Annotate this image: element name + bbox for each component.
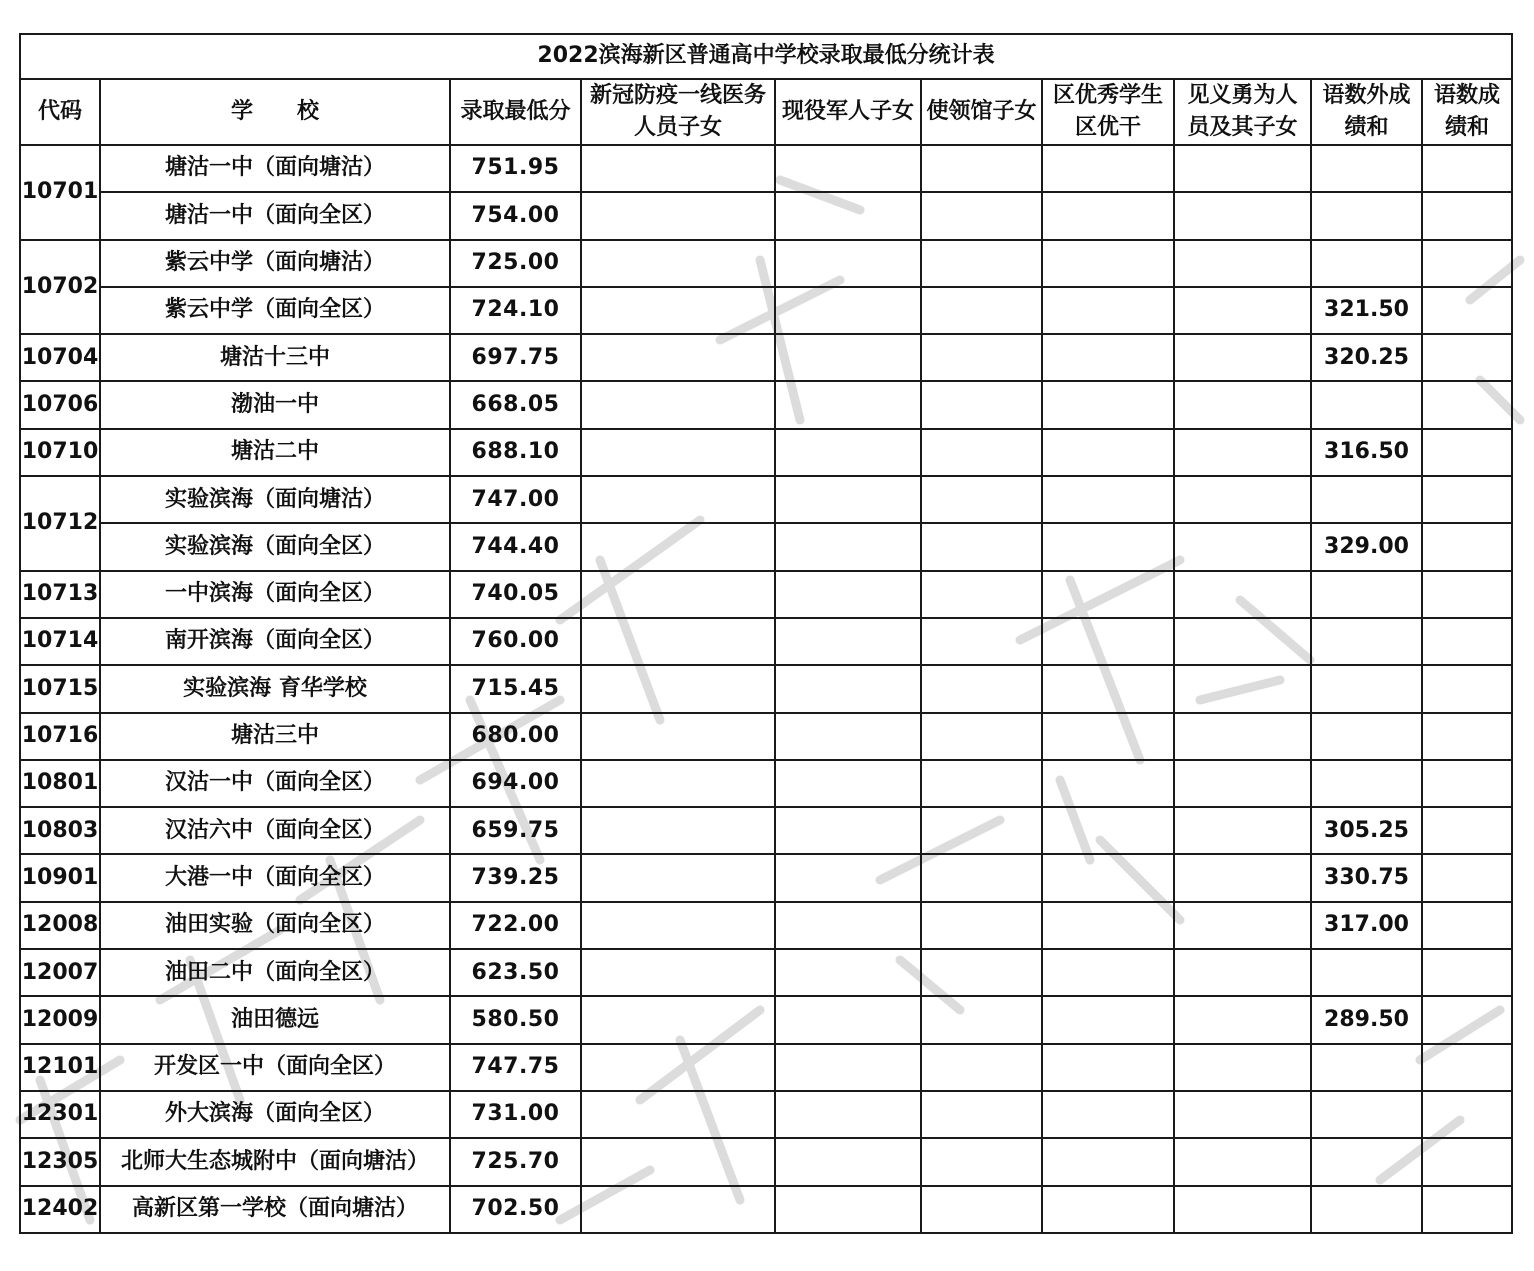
cme-cell: [1311, 571, 1422, 618]
header-heroic: 见义勇为人 员及其子女: [1174, 79, 1311, 145]
code-cell: 10706: [20, 381, 100, 428]
school-cell: 紫云中学（面向全区）: [100, 287, 450, 334]
cme-cell: 321.50: [1311, 287, 1422, 334]
score-cell: 623.50: [450, 949, 581, 996]
header-consulate: 使领馆子女: [921, 79, 1042, 145]
table-row: [20, 618, 1512, 665]
code-cell: 12301: [20, 1091, 100, 1138]
header-excellent-student: 区优秀学生 区优干: [1042, 79, 1174, 145]
school-cell: 外大滨海（面向全区）: [100, 1091, 450, 1138]
header-military: 现役军人子女: [775, 79, 921, 145]
score-cell: 724.10: [450, 287, 581, 334]
school-cell: 油田二中（面向全区）: [100, 949, 450, 996]
score-cell: 760.00: [450, 618, 581, 665]
table-row: [20, 1091, 1512, 1138]
cme-cell: [1311, 1138, 1422, 1185]
school-cell: 南开滨海（面向全区）: [100, 618, 450, 665]
score-cell: 744.40: [450, 523, 581, 570]
table-row: [20, 381, 1512, 428]
code-cell: 12305: [20, 1138, 100, 1185]
school-cell: 紫云中学（面向塘沽）: [100, 240, 450, 287]
code-cell: 12402: [20, 1186, 100, 1233]
code-cell: 10710: [20, 429, 100, 476]
cme-cell: [1311, 665, 1422, 712]
score-cell: 747.00: [450, 476, 581, 523]
code-cell: 10714: [20, 618, 100, 665]
cme-cell: [1311, 760, 1422, 807]
school-cell: 油田德远: [100, 996, 450, 1043]
code-cell: 12008: [20, 902, 100, 949]
cme-cell: [1311, 381, 1422, 428]
score-cell: 747.75: [450, 1044, 581, 1091]
code-cell: 10701: [20, 145, 100, 240]
cme-cell: [1311, 476, 1422, 523]
school-cell: 塘沽一中（面向全区）: [100, 192, 450, 239]
code-cell: 10713: [20, 571, 100, 618]
cme-cell: 320.25: [1311, 334, 1422, 381]
code-cell: 10901: [20, 854, 100, 901]
cme-cell: [1311, 949, 1422, 996]
table-row: [20, 523, 1512, 570]
cme-cell: [1311, 145, 1422, 192]
code-cell: 10715: [20, 665, 100, 712]
score-cell: 580.50: [450, 996, 581, 1043]
header-code: 代码: [20, 79, 100, 145]
table-row: [20, 429, 1512, 476]
cme-cell: 316.50: [1311, 429, 1422, 476]
cme-cell: [1311, 618, 1422, 665]
score-cell: 715.45: [450, 665, 581, 712]
code-cell: 12101: [20, 1044, 100, 1091]
score-cell: 688.10: [450, 429, 581, 476]
school-cell: 高新区第一学校（面向塘沽）: [100, 1186, 450, 1233]
score-cell: 697.75: [450, 334, 581, 381]
score-cell: 725.70: [450, 1138, 581, 1185]
score-cell: 740.05: [450, 571, 581, 618]
cme-cell: [1311, 1186, 1422, 1233]
school-cell: 汉沽六中（面向全区）: [100, 807, 450, 854]
school-cell: 渤油一中: [100, 381, 450, 428]
header-min-score: 录取最低分: [450, 79, 581, 145]
table-row: [20, 949, 1512, 996]
code-cell: 10702: [20, 240, 100, 335]
school-cell: 大港一中（面向全区）: [100, 854, 450, 901]
header-school: 学 校: [100, 79, 450, 145]
score-cell: 754.00: [450, 192, 581, 239]
cme-cell: [1311, 192, 1422, 239]
code-cell: 10712: [20, 476, 100, 571]
score-cell: 725.00: [450, 240, 581, 287]
school-cell: 北师大生态城附中（面向塘沽）: [100, 1138, 450, 1185]
school-cell: 塘沽二中: [100, 429, 450, 476]
score-cell: 702.50: [450, 1186, 581, 1233]
score-cell: 668.05: [450, 381, 581, 428]
table-row: [20, 1044, 1512, 1091]
score-table: [19, 33, 1513, 1234]
code-cell: 12009: [20, 996, 100, 1043]
table-row: [20, 807, 1512, 854]
cme-cell: 305.25: [1311, 807, 1422, 854]
score-cell: 722.00: [450, 902, 581, 949]
school-cell: 实验滨海（面向塘沽）: [100, 476, 450, 523]
score-cell: 694.00: [450, 760, 581, 807]
school-cell: 塘沽十三中: [100, 334, 450, 381]
cme-cell: [1311, 1044, 1422, 1091]
code-cell: 12007: [20, 949, 100, 996]
school-cell: 塘沽三中: [100, 713, 450, 760]
table-row: [20, 240, 1512, 287]
cme-cell: [1311, 1091, 1422, 1138]
table-row: [20, 854, 1512, 901]
header-chinese-math: 语数成 绩和: [1422, 79, 1512, 145]
score-cell: 751.95: [450, 145, 581, 192]
table-row: [20, 571, 1512, 618]
table-row: [20, 996, 1512, 1043]
table-title: 2022滨海新区普通高中学校录取最低分统计表: [20, 34, 1512, 79]
cme-cell: [1311, 713, 1422, 760]
school-cell: 开发区一中（面向全区）: [100, 1044, 450, 1091]
table-row: [20, 1138, 1512, 1185]
table-row: [20, 287, 1512, 334]
table-row: [20, 1186, 1512, 1233]
score-cell: 680.00: [450, 713, 581, 760]
cme-cell: 330.75: [1311, 854, 1422, 901]
school-cell: 油田实验（面向全区）: [100, 902, 450, 949]
score-cell: 731.00: [450, 1091, 581, 1138]
table-row: [20, 665, 1512, 712]
code-cell: 10803: [20, 807, 100, 854]
table-row: [20, 760, 1512, 807]
code-cell: 10704: [20, 334, 100, 381]
school-cell: 汉沽一中（面向全区）: [100, 760, 450, 807]
school-cell: 实验滨海 育华学校: [100, 665, 450, 712]
score-cell: 659.75: [450, 807, 581, 854]
code-cell: 10716: [20, 713, 100, 760]
table-row: [20, 334, 1512, 381]
school-cell: 一中滨海（面向全区）: [100, 571, 450, 618]
cme-cell: 317.00: [1311, 902, 1422, 949]
table-row: [20, 145, 1512, 192]
cme-cell: 329.00: [1311, 523, 1422, 570]
table-row: [20, 713, 1512, 760]
school-cell: 塘沽一中（面向塘沽）: [100, 145, 450, 192]
table-row: [20, 192, 1512, 239]
score-cell: 739.25: [450, 854, 581, 901]
table-row: [20, 902, 1512, 949]
code-cell: 10801: [20, 760, 100, 807]
cme-cell: [1311, 240, 1422, 287]
school-cell: 实验滨海（面向全区）: [100, 523, 450, 570]
cme-cell: 289.50: [1311, 996, 1422, 1043]
header-chinese-math-english: 语数外成 绩和: [1311, 79, 1422, 145]
table-row: [20, 476, 1512, 523]
header-covid-medical: 新冠防疫一线医务 人员子女: [581, 79, 775, 145]
